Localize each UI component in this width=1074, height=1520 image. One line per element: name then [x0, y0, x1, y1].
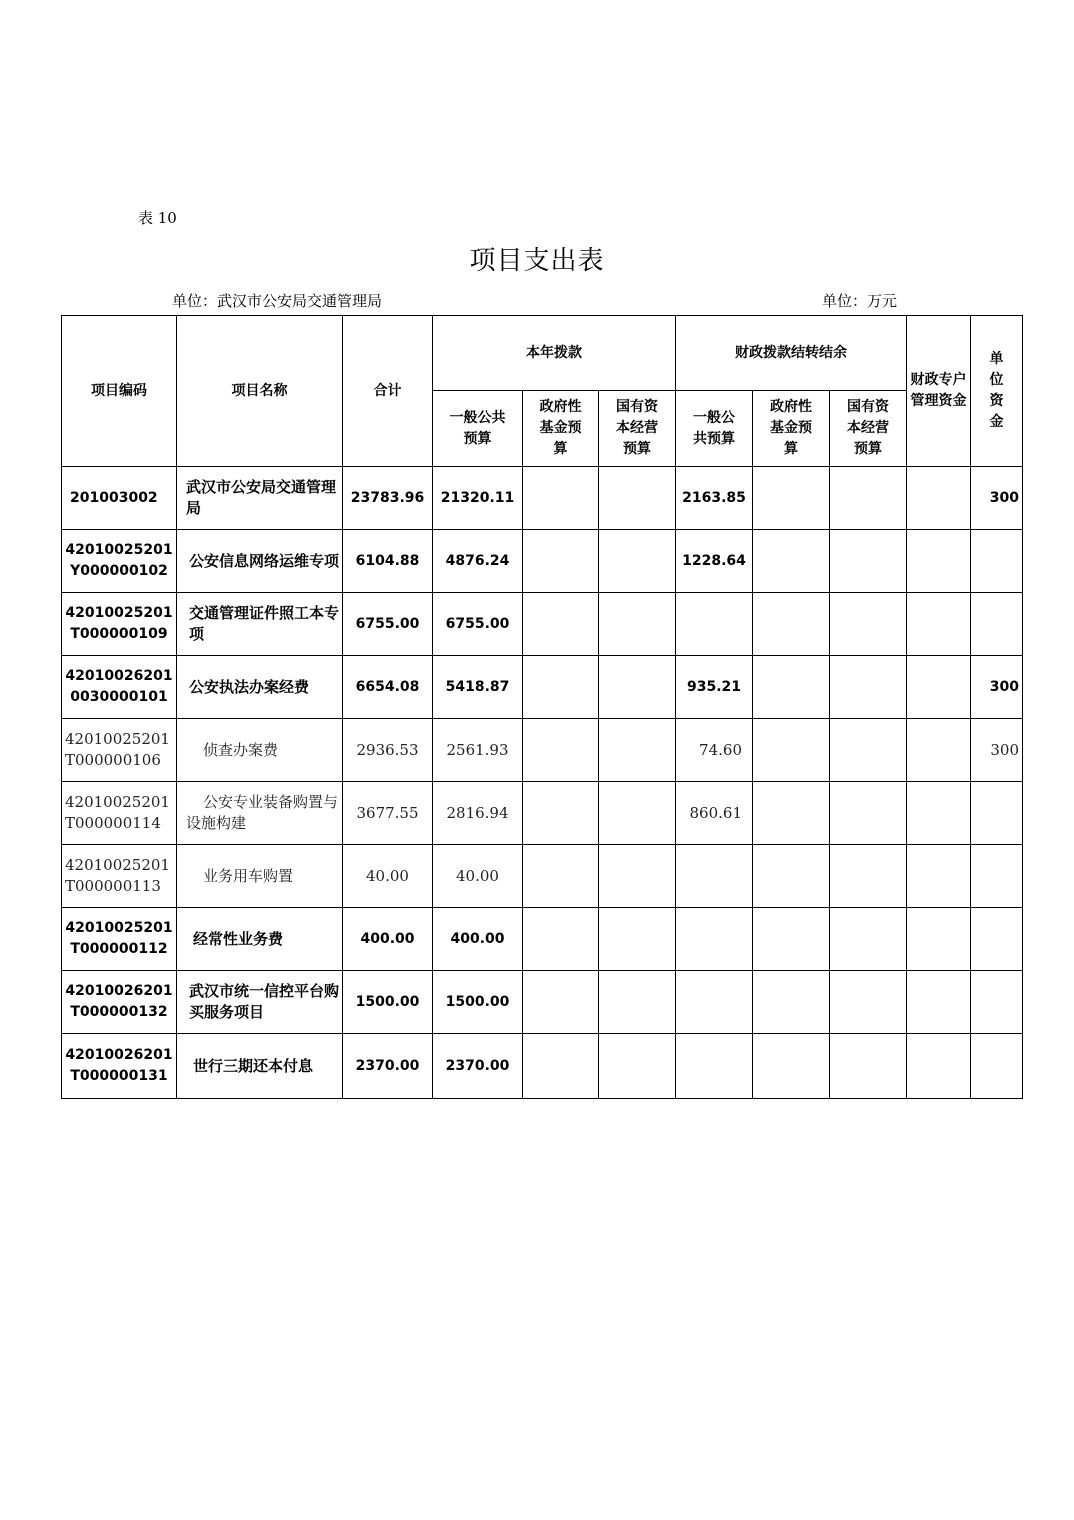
header-carryover: 财政拨款结转结余 — [676, 316, 907, 391]
row-co-state-capital — [830, 530, 907, 593]
row-cy-state-capital — [599, 719, 676, 782]
row-code: 42010025201T000000113 — [62, 845, 177, 908]
table-row — [62, 593, 1023, 656]
row-co-gov-fund — [753, 656, 830, 719]
row-cy-gov-fund — [523, 656, 599, 719]
header-special-funds: 财政专户管理资金 — [907, 316, 971, 467]
row-special-funds — [907, 845, 971, 908]
row-cy-general: 2816.94 — [433, 782, 523, 845]
row-special-funds — [907, 782, 971, 845]
table-row — [62, 845, 1023, 908]
header-total: 合计 — [343, 316, 433, 467]
row-special-funds — [907, 656, 971, 719]
row-special-funds — [907, 593, 971, 656]
unit-organization: 单位：武汉市公安局交通管理局 — [172, 292, 383, 310]
table-row — [62, 1034, 1023, 1099]
row-total: 6654.08 — [343, 656, 433, 719]
row-total: 6755.00 — [343, 593, 433, 656]
row-name: 侦查办案费 — [177, 719, 343, 782]
header-unit-funds: 单位资金 — [971, 316, 1023, 467]
row-code: 42010025201T000000112 — [62, 908, 177, 971]
row-name: 业务用车购置 — [177, 845, 343, 908]
table-row — [62, 719, 1023, 782]
row-cy-state-capital — [599, 656, 676, 719]
header-name: 项目名称 — [177, 316, 343, 467]
row-special-funds — [907, 467, 971, 530]
row-co-state-capital — [830, 845, 907, 908]
row-co-gov-fund — [753, 908, 830, 971]
table-number: 表 10 — [138, 209, 177, 227]
header-code: 项目编码 — [62, 316, 177, 467]
table-row — [62, 656, 1023, 719]
row-name: 公安执法办案经费 — [177, 656, 343, 719]
row-co-state-capital — [830, 656, 907, 719]
row-co-state-capital — [830, 782, 907, 845]
row-total: 3677.55 — [343, 782, 433, 845]
row-cy-state-capital — [599, 530, 676, 593]
row-cy-state-capital — [599, 467, 676, 530]
row-co-general: 1228.64 — [676, 530, 753, 593]
row-cy-general: 5418.87 — [433, 656, 523, 719]
row-cy-state-capital — [599, 845, 676, 908]
row-cy-gov-fund — [523, 593, 599, 656]
row-code: 42010026201T000000131 — [62, 1034, 177, 1099]
header-cy-general: 一般公共预算 — [433, 391, 523, 467]
row-code: 42010025201T000000106 — [62, 719, 177, 782]
row-co-general — [676, 908, 753, 971]
row-co-gov-fund — [753, 782, 830, 845]
row-name: 世行三期还本付息 — [177, 1034, 343, 1099]
row-special-funds — [907, 908, 971, 971]
row-co-state-capital — [830, 971, 907, 1034]
row-total: 400.00 — [343, 908, 433, 971]
row-special-funds — [907, 719, 971, 782]
row-name: 交通管理证件照工本专项 — [177, 593, 343, 656]
row-co-gov-fund — [753, 971, 830, 1034]
row-unit-funds — [971, 782, 1023, 845]
row-total: 2370.00 — [343, 1034, 433, 1099]
row-code: 42010025201Y000000102 — [62, 530, 177, 593]
row-code: 420100262010030000101 — [62, 656, 177, 719]
row-co-state-capital — [830, 908, 907, 971]
row-special-funds — [907, 530, 971, 593]
row-cy-gov-fund — [523, 719, 599, 782]
row-total: 23783.96 — [343, 467, 433, 530]
row-co-gov-fund — [753, 467, 830, 530]
table-row — [62, 971, 1023, 1034]
header-cy-state-capital: 国有资本经营预算 — [599, 391, 676, 467]
row-cy-gov-fund — [523, 971, 599, 1034]
row-cy-gov-fund — [523, 1034, 599, 1099]
table-row — [62, 467, 1023, 530]
row-name: 公安专业装备购置与设施构建 — [177, 782, 343, 845]
row-total: 6104.88 — [343, 530, 433, 593]
row-cy-state-capital — [599, 593, 676, 656]
row-unit-funds — [971, 593, 1023, 656]
row-co-gov-fund — [753, 845, 830, 908]
row-co-gov-fund — [753, 530, 830, 593]
header-co-state-capital: 国有资本经营预算 — [830, 391, 907, 467]
row-unit-funds: 300 — [971, 719, 1023, 782]
row-cy-general: 40.00 — [433, 845, 523, 908]
page-title: 项目支出表 — [469, 246, 605, 276]
header-cy-gov-fund: 政府性基金预算 — [523, 391, 599, 467]
row-name: 武汉市公安局交通管理局 — [177, 467, 343, 530]
row-co-general: 935.21 — [676, 656, 753, 719]
row-co-general — [676, 845, 753, 908]
row-co-gov-fund — [753, 1034, 830, 1099]
row-code: 42010025201T000000114 — [62, 782, 177, 845]
row-code: 201003002 — [62, 467, 177, 530]
header-co-general: 一般公共预算 — [676, 391, 753, 467]
row-co-gov-fund — [753, 719, 830, 782]
table-row — [62, 782, 1023, 845]
row-cy-state-capital — [599, 908, 676, 971]
row-co-general — [676, 1034, 753, 1099]
row-co-general — [676, 971, 753, 1034]
row-total: 40.00 — [343, 845, 433, 908]
row-cy-general: 2370.00 — [433, 1034, 523, 1099]
row-cy-general: 4876.24 — [433, 530, 523, 593]
row-special-funds — [907, 971, 971, 1034]
row-cy-general: 2561.93 — [433, 719, 523, 782]
row-co-state-capital — [830, 1034, 907, 1099]
row-unit-funds — [971, 1034, 1023, 1099]
row-co-general: 2163.85 — [676, 467, 753, 530]
row-cy-gov-fund — [523, 467, 599, 530]
row-cy-gov-fund — [523, 782, 599, 845]
project-expenditure-table — [61, 315, 1023, 1099]
row-name: 武汉市统一信控平台购买服务项目 — [177, 971, 343, 1034]
row-cy-gov-fund — [523, 908, 599, 971]
row-code: 42010025201T000000109 — [62, 593, 177, 656]
row-co-general: 860.61 — [676, 782, 753, 845]
row-unit-funds: 300 — [971, 467, 1023, 530]
unit-currency: 单位：万元 — [822, 292, 898, 310]
row-cy-state-capital — [599, 971, 676, 1034]
row-cy-state-capital — [599, 1034, 676, 1099]
table-row — [62, 908, 1023, 971]
row-cy-general: 6755.00 — [433, 593, 523, 656]
row-cy-general: 400.00 — [433, 908, 523, 971]
row-co-general — [676, 593, 753, 656]
row-co-state-capital — [830, 467, 907, 530]
row-name: 经常性业务费 — [177, 908, 343, 971]
row-unit-funds — [971, 530, 1023, 593]
row-unit-funds — [971, 908, 1023, 971]
row-total: 1500.00 — [343, 971, 433, 1034]
row-special-funds — [907, 1034, 971, 1099]
row-name: 公安信息网络运维专项 — [177, 530, 343, 593]
table-row — [62, 530, 1023, 593]
row-cy-gov-fund — [523, 530, 599, 593]
row-cy-general: 1500.00 — [433, 971, 523, 1034]
row-co-state-capital — [830, 719, 907, 782]
row-cy-general: 21320.11 — [433, 467, 523, 530]
row-unit-funds — [971, 971, 1023, 1034]
row-total: 2936.53 — [343, 719, 433, 782]
row-co-general: 74.60 — [676, 719, 753, 782]
row-co-gov-fund — [753, 593, 830, 656]
row-unit-funds — [971, 845, 1023, 908]
row-cy-gov-fund — [523, 845, 599, 908]
row-code: 42010026201T000000132 — [62, 971, 177, 1034]
row-unit-funds: 300 — [971, 656, 1023, 719]
header-co-gov-fund: 政府性基金预算 — [753, 391, 830, 467]
row-co-state-capital — [830, 593, 907, 656]
row-cy-state-capital — [599, 782, 676, 845]
header-current-year: 本年拨款 — [433, 316, 676, 391]
